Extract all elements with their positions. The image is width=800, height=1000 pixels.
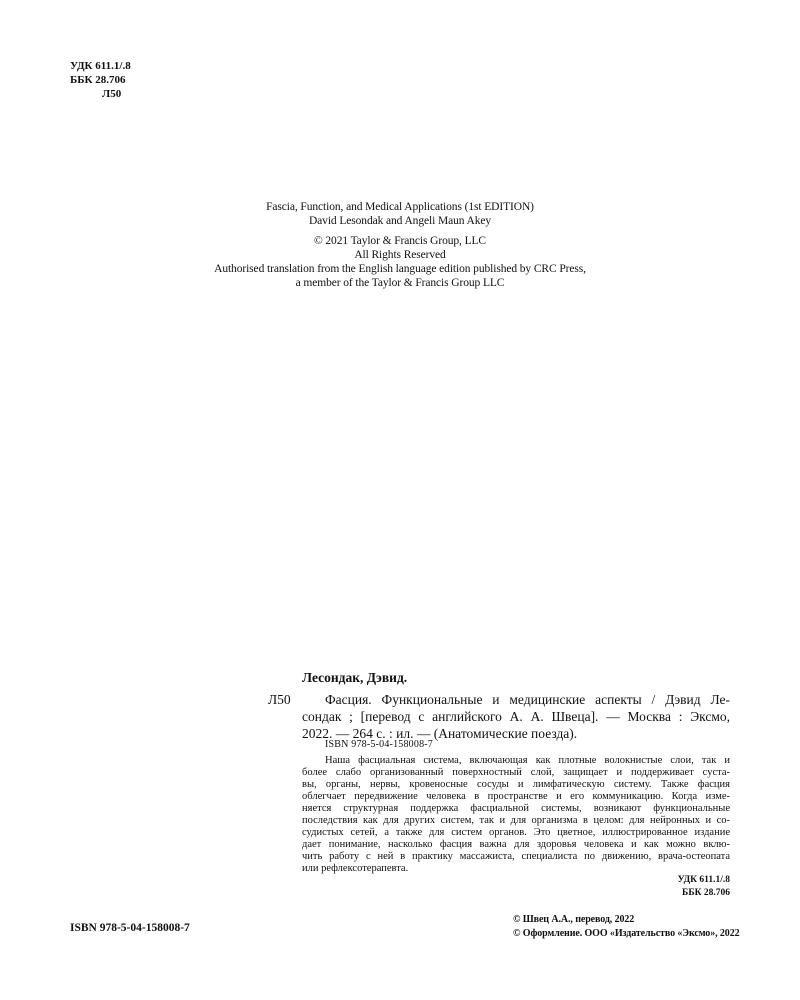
- catalog-line: 2022. — 264 с. : ил. — (Анатомические поезда).: [302, 726, 578, 741]
- copyright-design: © Оформление. ООО «Издательство «Эксмо», 2022: [513, 928, 740, 939]
- catalog-author-mark: Л50: [268, 692, 291, 707]
- annotation-line: последствия как для других систем, так и для организма в целом: для нейронных и со-: [302, 815, 730, 826]
- translation-note-line2: a member of the Taylor & Francis Group LLC: [295, 277, 505, 289]
- catalog-heading: Лесондак, Дэвид.: [302, 670, 408, 685]
- catalog-isbn: ISBN 978-5-04-158008-7: [325, 739, 434, 750]
- original-title-group: [0, 200, 800, 228]
- catalog-line: Фасция. Функциональные и медицинские аспекты / Дэвид Ле-: [325, 692, 730, 707]
- classification-codes: [70, 59, 131, 101]
- original-authors: David Lesondak and Angeli Maun Akey: [308, 215, 492, 227]
- original-copyright: © 2021 Taylor & Francis Group, LLC: [313, 235, 486, 247]
- footer-copyrights: [513, 913, 740, 941]
- bbk-code: ББК 28.706: [70, 74, 126, 86]
- annotation-line: судистых сетей, а также для систем органов. Это цветное, иллюстрированное издание: [302, 827, 730, 838]
- catalog-line: сондак ; [перевод с английского А. А. Швеца]. — Москва : Эксмо,: [302, 709, 730, 724]
- original-rights-group: [0, 234, 800, 290]
- annotation-line: вы, органы, нервы, кровеносные сосуды и лимфатическую систему. Также фасция: [302, 779, 730, 790]
- footer-isbn: ISBN 978-5-04-158008-7: [70, 922, 190, 934]
- udk-code: УДК 611.1/.8: [70, 60, 131, 72]
- annotation-line: облегчает передвижение человека в пространстве и его коммуникацию. Когда изме-: [302, 791, 730, 802]
- annotation-line: дает понимание, насколько фасция важна для здоровья человека и как можно вклю-: [302, 839, 730, 850]
- translation-note-line1: Authorised translation from the English language edition published by CRC Press,: [214, 263, 586, 275]
- catalog-udk-code: УДК 611.1/.8: [677, 875, 730, 885]
- annotation-line: няется структурная поддержка фасциальной системы, возникают функциональные: [302, 803, 730, 814]
- author-mark: Л50: [102, 88, 122, 100]
- original-edition-block: [0, 200, 800, 290]
- annotation-paragraph: [302, 755, 730, 875]
- annotation-line: более слабо организованный поверхностный слой, защищает и поддерживает суста-: [302, 767, 730, 778]
- catalog-description: [302, 691, 730, 742]
- annotation-line: или рефлексотерапевта.: [302, 863, 409, 874]
- original-rights: All Rights Reserved: [354, 249, 446, 261]
- original-title: Fascia, Function, and Medical Applications (1st EDITION): [266, 201, 534, 213]
- catalog-codes: [678, 874, 730, 900]
- copyright-translation: © Швец А.А., перевод, 2022: [513, 914, 635, 925]
- annotation-line: чить работу с ней в практику массажиста, специалиста по движению, врача-остеопата: [302, 851, 730, 862]
- annotation-line: Наша фасциальная система, включающая как плотные волокнистые слои, так и: [325, 755, 730, 766]
- catalog-bbk-code: ББК 28.706: [682, 888, 730, 898]
